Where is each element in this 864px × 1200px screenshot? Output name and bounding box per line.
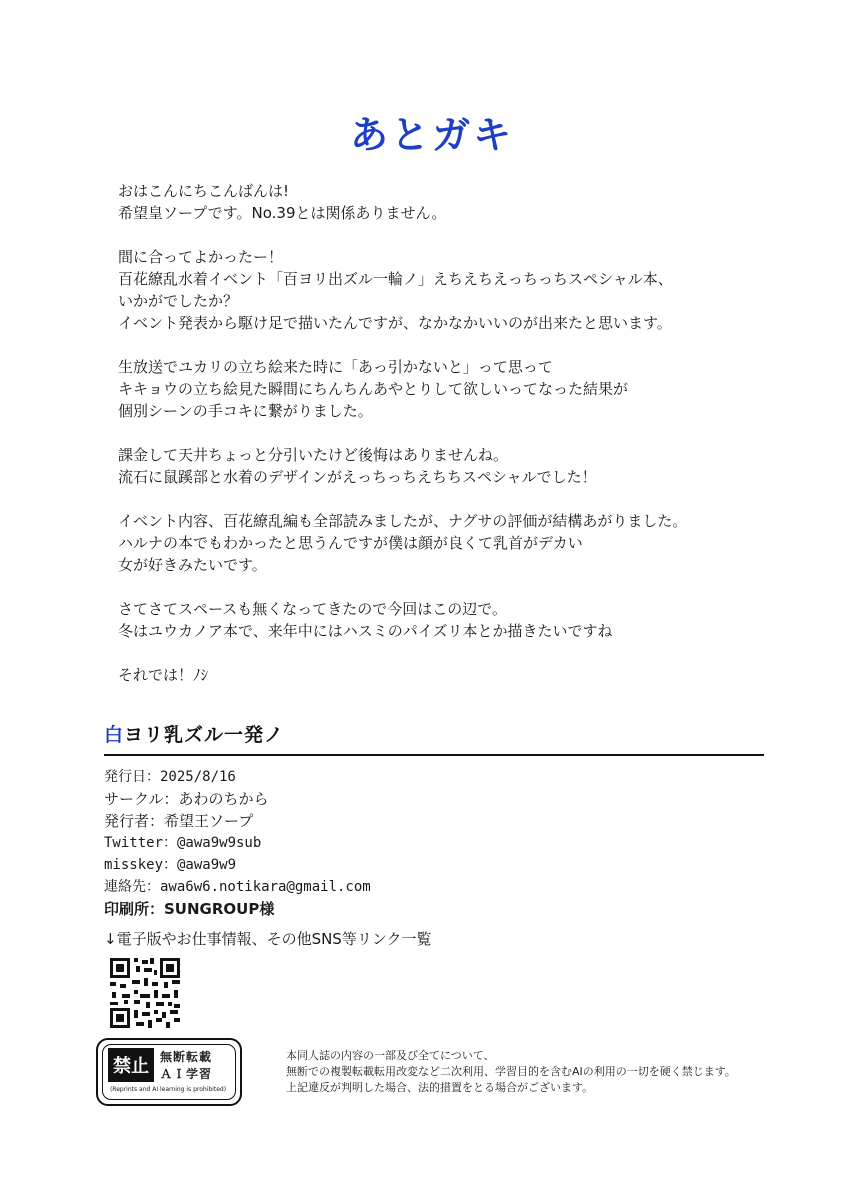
book-title: [104, 720, 284, 747]
book-title-rest: ヨリ乳ズル一発ノ: [124, 724, 285, 746]
misskey-handle: misskey：@awa9w9: [104, 857, 237, 873]
text-line: おはこんにちこんばんは!: [118, 182, 290, 200]
text-line: いかがでしたか？: [118, 292, 239, 310]
circle-name: サークル：あわのちから: [104, 790, 269, 808]
text-line: キキョウの立ち絵見た瞬間にちんちんあやとりして欲しいってなった結果が: [118, 380, 629, 398]
paragraph-story: [118, 510, 798, 576]
stamp-prohibited: 禁止: [108, 1048, 154, 1082]
notice-line: 上記違反が判明した場合、法的措置をとる場合がございます。: [286, 1081, 594, 1094]
paragraph-event: [118, 246, 798, 334]
colophon: [104, 766, 764, 920]
text-line: 流石に鼠蹊部と水着のデザインがえっちっちえちちスペシャルでした！: [118, 468, 597, 486]
contact-email: 連絡先：awa6w6.notikara@gmail.com: [104, 879, 371, 895]
no-reprint-stamp: [96, 1038, 242, 1106]
stamp-english: (Reprints and AI learning is prohibited): [109, 1086, 227, 1093]
text-line: 間に合ってよかったー！: [118, 248, 284, 266]
text-line: イベント発表から駆け足で描いたんですが、なかなかいいのが出来たと思います。: [118, 314, 672, 332]
text-line: ハルナの本でもわかったと思うんですが僕は顔が良くて乳首がデカい: [118, 534, 583, 552]
text-line: さてさてスペースも無くなってきたので今回はこの辺で。: [118, 600, 507, 618]
text-line: 個別シーンの手コキに繋がりました。: [118, 402, 373, 420]
stamp-no-reprint: 無断転載: [160, 1050, 213, 1064]
text-line: 百花繚乱水着イベント「百ヨリ出ズル一輪ノ」えちえちえっちっちスペシャル本、: [118, 270, 673, 288]
notice-line: 本同人誌の内容の一部及び全てについて、: [286, 1049, 495, 1062]
printer-name: 印刷所：SUNGROUP様: [104, 900, 275, 918]
page-title: あとガキ: [349, 113, 514, 157]
text-line: 冬はユウカノア本で、来年中にはハスミのパイズリ本とか描きたいですね: [118, 622, 613, 640]
notice-line: 無断での複製転載転用改変など二次利用、学習目的を含むAIの利用の一切を硬く禁じます。: [286, 1065, 736, 1078]
links-note: ↓電子版やお仕事情報、その他SNS等リンク一覧: [104, 930, 432, 948]
qr-code-icon[interactable]: [110, 958, 180, 1028]
text-line: イベント内容、百花繚乱編も全部読みましたが、ナグサの評価が結構あがりました。: [118, 512, 688, 530]
paragraph-stream: [118, 356, 798, 422]
text-line: 女が好きみたいです。: [118, 556, 267, 574]
title-divider: [104, 754, 764, 756]
paragraph-plans: [118, 598, 798, 642]
publish-date: 発行日：2025/8/16: [104, 769, 236, 785]
text-line: 課金して天井ちょっと分引いたけど後悔はありませんね。: [118, 446, 509, 464]
paragraph-greeting: [118, 180, 798, 224]
stamp-ai-learning: ＡＩ学習: [160, 1067, 213, 1081]
text-line: それでは！ﾉｼ: [118, 666, 209, 684]
text-line: 生放送でユカリの立ち絵来た時に「あっ引かないと」って思って: [118, 358, 553, 376]
paragraph-signoff: [118, 664, 798, 686]
twitter-handle: Twitter：@awa9w9sub: [104, 835, 262, 851]
paragraph-gacha: [118, 444, 798, 488]
afterword-body: [118, 180, 798, 708]
book-title-first-char: 白: [104, 724, 125, 746]
copyright-notice: [286, 1048, 806, 1096]
text-line: 希望皇ソープです。No.39とは関係ありません。: [118, 204, 447, 222]
publisher-name: 発行者：希望王ソープ: [104, 812, 254, 830]
